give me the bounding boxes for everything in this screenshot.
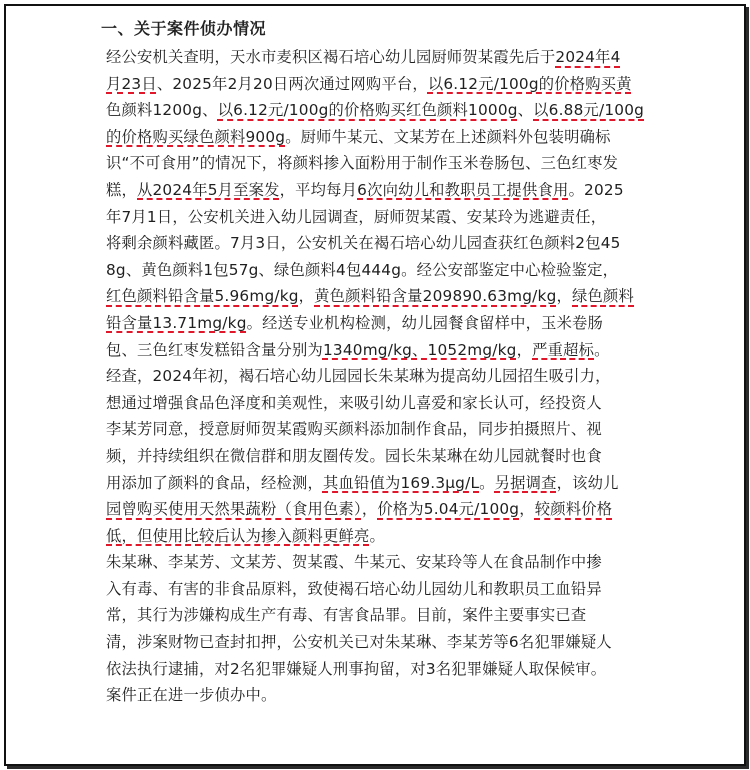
text-line [106,150,651,177]
text-line [106,629,651,656]
highlighted-text: 的价格购买绿色颜料900g [106,127,286,146]
text-segment: 依法执行逮捕，对2名犯罪嫌疑人刑事拘留，对3名犯罪嫌疑人取保候审。 [106,659,607,678]
text-segment: ， [556,287,573,306]
highlighted-text: 其血铅值为169.3μg/L [322,473,480,492]
text-line [106,124,651,151]
text-line [106,230,651,257]
text-line [106,390,651,417]
text-line [106,443,651,470]
text-segment: 、 [517,101,534,120]
text-line [106,177,651,204]
text-segment: 年7月1日，公安机关进入幼儿园调查，厨师贺某霞、安某玲为逃避责任， [106,207,607,226]
highlighted-text: 低，但使用比较后认为掺入颜料更鲜亮 [106,526,370,545]
text-segment: 、2025年2月20日两次通过网购平台， [156,74,428,93]
highlighted-text: 以6.12元/100g的价格购买红色颜料1000g [217,101,518,120]
text-segment: ， [519,500,535,519]
text-segment: 。 [369,526,385,545]
text-segment: 8g、黄色颜料1包57g、绿色颜料4包444g。经公安部鉴定中心检验鉴定， [106,260,619,279]
text-segment: 糕， [106,180,137,199]
text-segment: 识“不可食用”的情况下，将颜料掺入面粉用于制作玉米卷肠包、三色红枣发 [106,154,619,173]
highlighted-text: 月23日 [106,74,157,93]
text-line [106,523,651,550]
text-segment: 经查，2024年初，褐石培心幼儿园园长朱某琳为提高幼儿园招生吸引力， [106,367,611,386]
highlighted-text: 价格为5.04元/100g [377,500,520,519]
text-segment: ，平均每月 [279,180,358,199]
text-line [106,97,651,124]
text-segment: 用添加了颜料的食品，经检测， [106,473,323,492]
document-body [106,44,651,709]
text-segment: 将剩余颜料藏匿。7月3日，公安机关在褐石培心幼儿园查获红色颜料2包45 [106,234,621,253]
text-line [106,363,651,390]
text-line [106,496,651,523]
highlighted-text: 另据调查 [494,473,557,492]
highlighted-text: 绿色颜料 [572,287,635,306]
text-segment: 李某芳同意，授意厨师贺某霞购买颜料添加制作食品，同步拍摄照片、视 [106,420,602,439]
text-segment: 入有毒、有害的非食品原料，致使褐石培心幼儿园幼儿和教职员工血铅异 [106,579,602,598]
text-segment: 频，并持续组织在微信群和朋友圈传发。园长朱某琳在幼儿园就餐时也食 [106,446,602,465]
text-line [106,283,651,310]
text-segment: 。 [479,473,495,492]
section-heading: 一、关于案件侦办情况 [101,19,267,38]
highlighted-text: 6次向幼儿和教职员工提供食用 [357,180,569,199]
text-line [106,549,651,576]
text-segment: ， [298,287,315,306]
text-segment: 案件正在进一步侦办中。 [106,686,277,705]
text-line [106,682,651,709]
text-segment: ， [361,500,378,519]
highlighted-text: 以6.88元/100g [533,101,645,120]
text-segment: ， [516,340,533,359]
text-segment: 想通过增强食品色泽度和美观性，来吸引幼儿喜爱和家长认可，经投资人 [106,393,602,412]
text-segment: 经公安机关查明，天水市麦积区褐石培心幼儿园厨师贺某霞先后于 [106,48,556,66]
text-line [106,44,651,71]
text-segment: 朱某琳、李某芳、文某芳、贺某霞、牛某元、安某玲等人在食品制作中掺 [106,553,602,572]
text-segment: 常，其行为涉嫌构成生产有毒、有害食品罪。目前，案件主要事实已查 [106,606,587,625]
text-line [106,470,651,497]
highlighted-text: 以6.12元/100g的价格购买黄 [427,74,632,93]
text-line [106,416,651,443]
text-segment: 包、三色红枣发糕铅含量分别为 [106,340,323,359]
highlighted-text: 从2024年5月至案发 [137,180,280,199]
text-line [106,656,651,683]
text-segment: ，该幼儿 [556,473,619,492]
text-line [106,204,651,231]
highlighted-text: 2024年4 [555,48,621,66]
text-segment: 。2025 [568,180,624,199]
document-frame [4,4,746,766]
highlighted-text: 园曾购买使用天然果蔬粉（食用色素） [106,500,362,519]
text-line [106,71,651,98]
highlighted-text: 严重超标 [532,340,595,359]
text-segment: 色颜料1200g、 [106,101,218,120]
highlighted-text: 较颜料价格 [534,500,613,519]
text-segment: 。厨师牛某元、文某芳在上述颜料外包装明确标 [285,127,611,146]
text-segment: 。 [594,340,610,359]
text-segment: 清，涉案财物已查封扣押，公安机关已对朱某琳、李某芳等6名犯罪嫌疑人 [106,633,612,652]
text-segment: 。经送专业机构检测，幼儿园餐食留样中，玉米卷肠 [246,313,604,332]
text-line [106,576,651,603]
highlighted-text: 黄色颜料铅含量209890.63mg/kg [314,287,557,306]
highlighted-text: 红色颜料铅含量5.96mg/kg [106,287,299,306]
text-line [106,257,651,284]
highlighted-text: 铅含量13.71mg/kg [106,313,247,332]
highlighted-text: 1340mg/kg、1052mg/kg [322,340,517,359]
text-line [106,602,651,629]
text-line [106,337,651,364]
text-line [106,310,651,337]
